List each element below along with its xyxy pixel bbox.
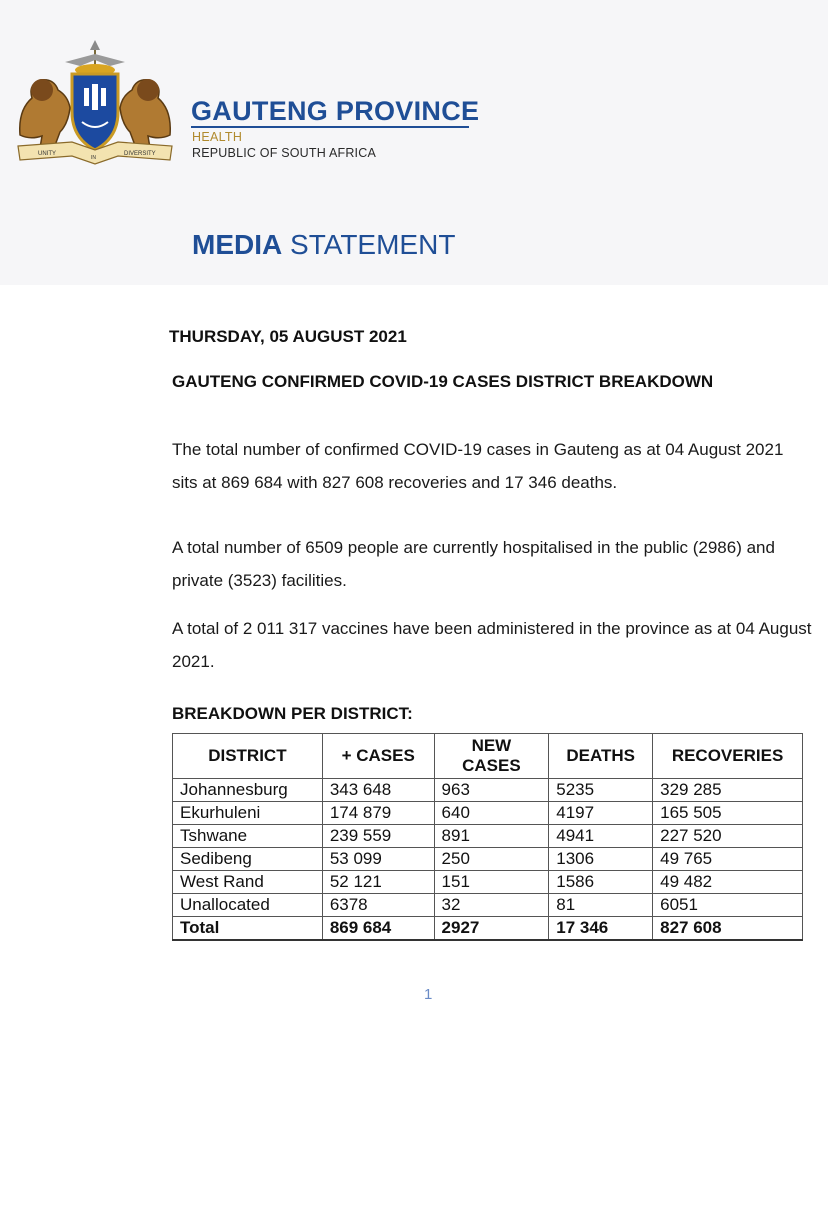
cell-recoveries: 49 482: [653, 871, 803, 894]
cell-cases: 6378: [322, 894, 434, 917]
col-header-deaths: DEATHS: [549, 734, 653, 779]
cell-cases: 52 121: [322, 871, 434, 894]
cell-district: Tshwane: [173, 825, 323, 848]
col-header-district: DISTRICT: [173, 734, 323, 779]
table-row: [173, 848, 803, 871]
cell-new-cases: 151: [434, 871, 549, 894]
paragraph-vaccines: A total of 2 011 317 vaccines have been administered in the province as at 04 August 2021.: [172, 619, 812, 671]
cell-district: Ekurhuleni: [173, 802, 323, 825]
table-header-row: [173, 734, 803, 779]
paragraph-total-cases: The total number of confirmed COVID-19 cases in Gauteng as at 04 August 2021 sits at 869 684 with 827 608 recoveries and 17 346 deaths.: [172, 440, 784, 492]
country-label: REPUBLIC OF SOUTH AFRICA: [192, 146, 376, 160]
cell-new-cases: 32: [434, 894, 549, 917]
statement-date: THURSDAY, 05 AUGUST 2021: [169, 327, 407, 346]
banner-in: IN: [91, 155, 96, 161]
total-cases: 869 684: [322, 917, 434, 941]
cell-deaths: 81: [549, 894, 653, 917]
total-label: Total: [173, 917, 323, 941]
statement-heading: GAUTENG CONFIRMED COVID-19 CASES DISTRICT BREAKDOWN: [172, 372, 714, 391]
cell-recoveries: 6051: [653, 894, 803, 917]
table-row: [173, 894, 803, 917]
cell-district: Johannesburg: [173, 779, 323, 802]
breakdown-title: BREAKDOWN PER DISTRICT:: [172, 704, 413, 723]
cell-cases: 53 099: [322, 848, 434, 871]
table-row: [173, 871, 803, 894]
statement-word: STATEMENT: [290, 229, 456, 260]
cell-cases: 174 879: [322, 802, 434, 825]
cell-district: Unallocated: [173, 894, 323, 917]
district-breakdown-table: [172, 733, 803, 941]
col-header-new-cases: NEW CASES: [434, 734, 549, 779]
cell-district: Sedibeng: [173, 848, 323, 871]
cell-recoveries: 49 765: [653, 848, 803, 871]
table-row: [173, 825, 803, 848]
cell-deaths: 4941: [549, 825, 653, 848]
cell-cases: 343 648: [322, 779, 434, 802]
cell-new-cases: 250: [434, 848, 549, 871]
org-title: GAUTENG PROVINCE: [191, 96, 480, 126]
col-header-recoveries: RECOVERIES: [653, 734, 803, 779]
media-word: MEDIA: [192, 229, 283, 260]
paragraph-hospitalised: A total number of 6509 people are currently hospitalised in the public (2986) and private (3523) facilities.: [172, 538, 775, 590]
table-total-row: [173, 917, 803, 941]
total-new-cases: 2927: [434, 917, 549, 941]
cell-deaths: 1586: [549, 871, 653, 894]
cell-deaths: 1306: [549, 848, 653, 871]
cell-recoveries: 329 285: [653, 779, 803, 802]
banner-diversity: DIVERSITY: [124, 151, 156, 157]
cell-recoveries: 227 520: [653, 825, 803, 848]
cell-new-cases: 963: [434, 779, 549, 802]
col-header-cases: + CASES: [322, 734, 434, 779]
cell-new-cases: 891: [434, 825, 549, 848]
table-row: [173, 779, 803, 802]
cell-deaths: 5235: [549, 779, 653, 802]
table-row: [173, 802, 803, 825]
cell-new-cases: 640: [434, 802, 549, 825]
cell-cases: 239 559: [322, 825, 434, 848]
total-deaths: 17 346: [549, 917, 653, 941]
page-number: 1: [424, 986, 433, 1003]
cell-district: West Rand: [173, 871, 323, 894]
coat-of-arms-logo: [10, 40, 180, 170]
cell-recoveries: 165 505: [653, 802, 803, 825]
banner-unity: UNITY: [38, 151, 56, 157]
cell-deaths: 4197: [549, 802, 653, 825]
org-title-underline: [191, 126, 469, 128]
total-recoveries: 827 608: [653, 917, 803, 941]
media-statement-title: [192, 229, 455, 261]
department-label: HEALTH: [192, 130, 243, 144]
